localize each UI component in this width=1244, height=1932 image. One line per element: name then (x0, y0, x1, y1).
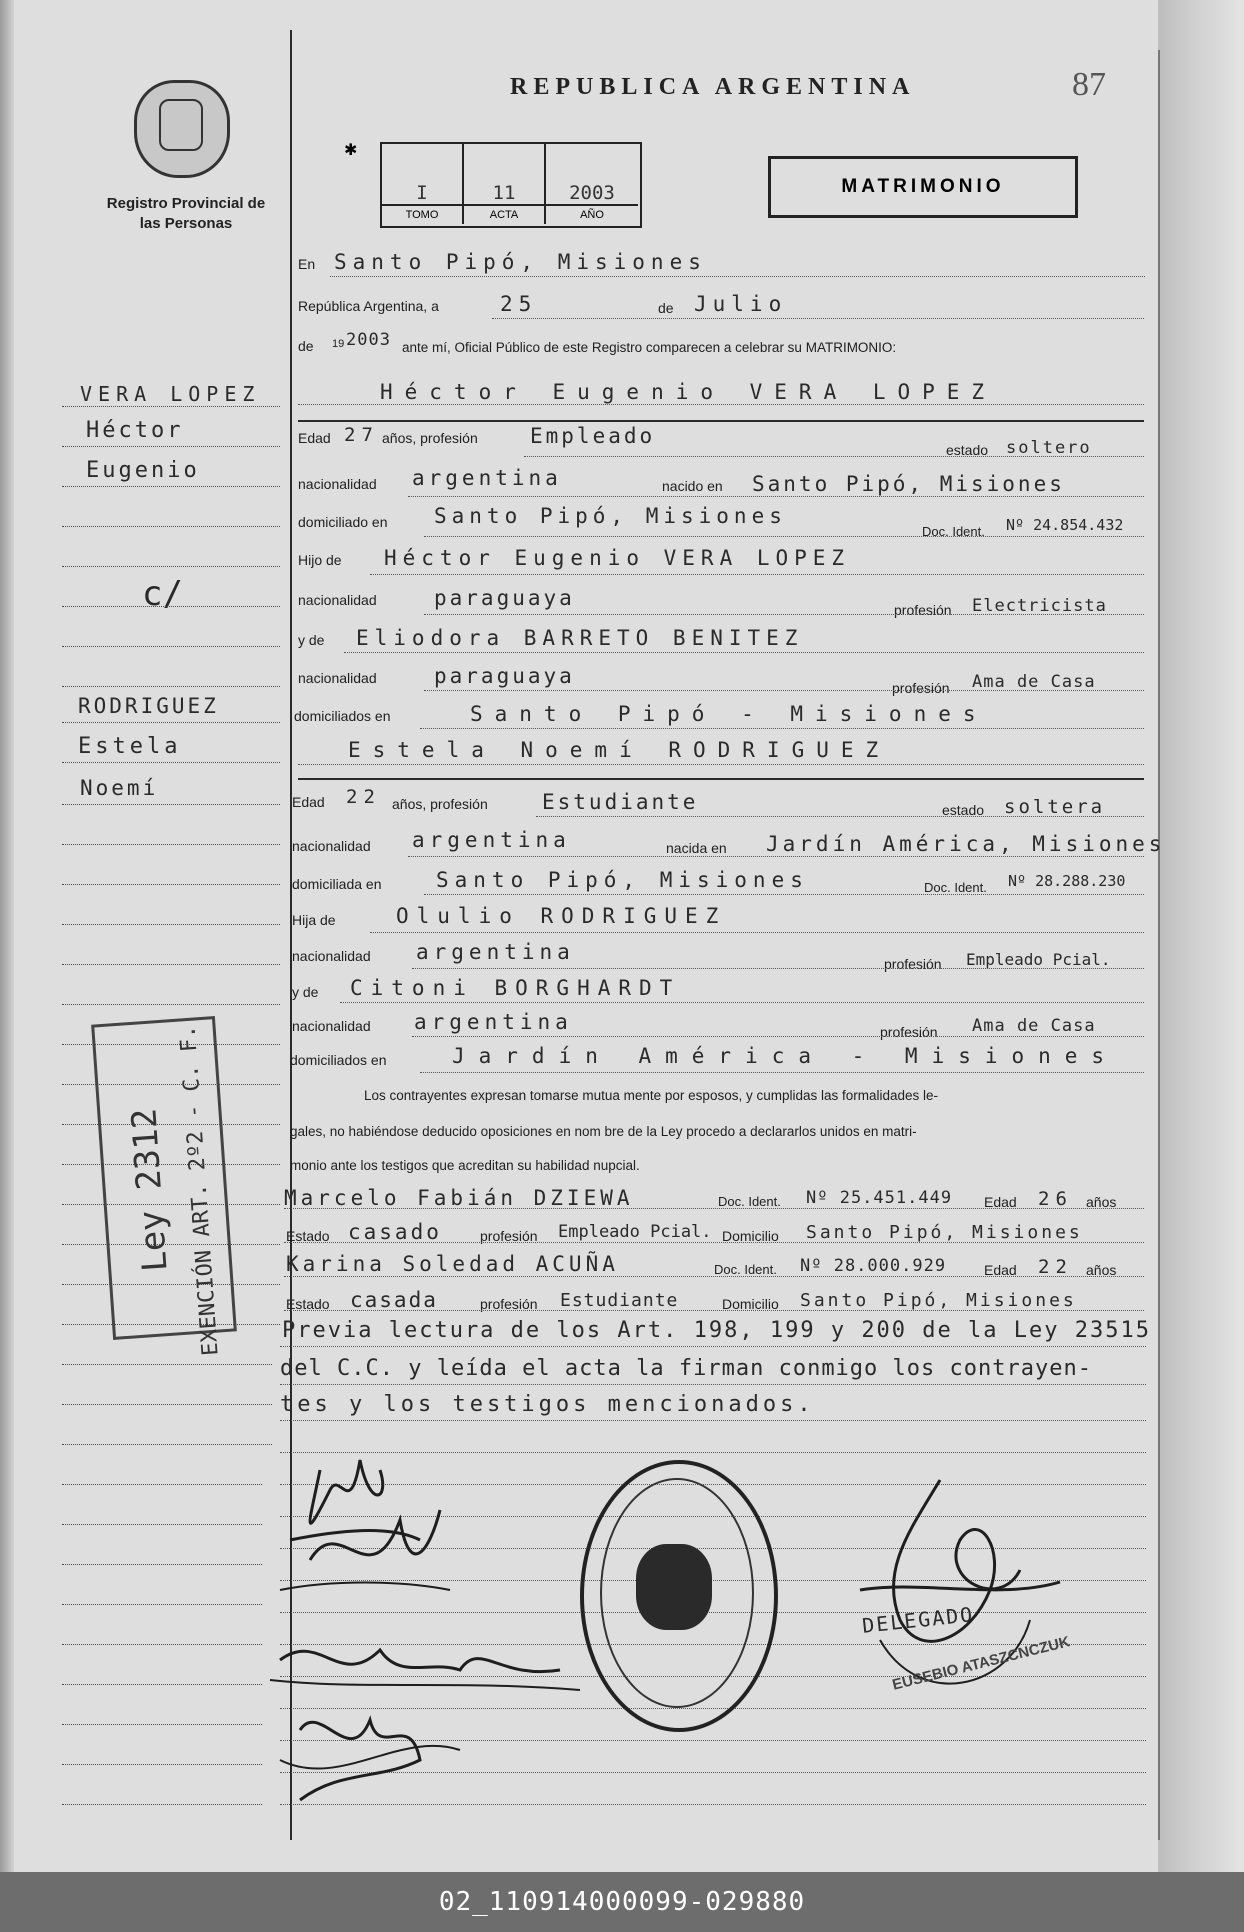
bride-status: soltera (1004, 796, 1106, 818)
groom-margin-name2: Eugenio (86, 458, 200, 483)
bride-father-nationality: argentina (416, 940, 575, 964)
witness1-domicile: Santo Pipó, Misiones (806, 1222, 1083, 1243)
margin-rule (62, 406, 280, 407)
yde-label: y de (292, 984, 319, 1000)
rule-line (408, 496, 1144, 497)
section-divider (298, 420, 1144, 422)
rule-line (424, 536, 1144, 537)
margin-rule (62, 844, 280, 845)
witness2-profession: Estudiante (560, 1290, 679, 1311)
edad-label: Edad (984, 1194, 1017, 1210)
margin-rule (62, 1644, 262, 1645)
mother-nac-label: nacionalidad (298, 670, 377, 686)
profesion-label: profesión (480, 1228, 538, 1244)
father-prof-label: profesión (884, 956, 942, 972)
mother-prof-label: profesión (892, 680, 950, 696)
estado-label: Estado (286, 1228, 330, 1244)
page-title: REPUBLICA ARGENTINA (510, 74, 916, 100)
rule-line (344, 652, 1144, 653)
hijo-label: Hijo de (298, 552, 342, 568)
estado-label: estado (942, 802, 985, 818)
groom-profession: Empleado (530, 424, 656, 448)
yde-label: y de (298, 632, 325, 648)
exemption-law: Ley 2312 (124, 1106, 176, 1274)
groom-mother-nationality: paraguaya (434, 664, 575, 688)
anos-label: años (1086, 1262, 1117, 1278)
tomo-label: TOMO (382, 204, 462, 224)
groom-mother-profession: Ama de Casa (972, 672, 1096, 692)
groom-father-profession: Electricista (972, 596, 1107, 616)
margin-rule (62, 924, 280, 925)
anio-label: AÑO (546, 204, 638, 224)
bride-domicile: Santo Pipó, Misiones (436, 868, 809, 892)
groom-nationality: argentina (412, 466, 562, 490)
groom-doc: Nº 24.854.432 (1006, 516, 1124, 534)
rule-line (330, 276, 1145, 277)
rule-line (536, 816, 1144, 817)
margin-rule (62, 686, 280, 687)
declaration-line-2: gales, no habiéndose deducido oposiciones en nom bre de la Ley procedo a declararlos unidos en matri- (290, 1124, 917, 1139)
margin-rule (62, 1804, 262, 1805)
margin-rule (62, 1484, 262, 1485)
margin-rule (62, 762, 280, 763)
de-label: de (658, 300, 674, 316)
de2-label: de (298, 338, 314, 354)
rule-line (284, 1310, 1144, 1311)
rule-line (492, 318, 1144, 319)
margin-rule (62, 1004, 280, 1005)
declaration-line-1: Los contrayentes expresan tomarse mutua mente por esposos, y cumplidas las formalidades le- (364, 1088, 939, 1103)
edad-label: Edad (298, 430, 331, 446)
witness2-doc: Nº 28.000.929 (800, 1256, 947, 1276)
witness2-domicile: Santo Pipó, Misiones (800, 1290, 1077, 1311)
rule-line (412, 968, 1144, 969)
bride-father: Olulio RODRIGUEZ (396, 904, 727, 928)
tomo-value: I (416, 182, 428, 204)
delegado-stamp: DELEGADO (861, 1602, 976, 1638)
bride-nationality: argentina (412, 828, 571, 852)
groom-domicile: Santo Pipó, Misiones (434, 504, 787, 528)
groom-full-name: Héctor Eugenio VERA LOPEZ (380, 380, 997, 404)
margin-rule (62, 1604, 262, 1605)
estado-label: Estado (286, 1296, 330, 1312)
witness2-name: Karina Soledad ACUÑA (286, 1252, 619, 1276)
margin-rule (62, 722, 280, 723)
rule-line (424, 690, 1144, 691)
document-type-box: MATRIMONIO (768, 156, 1078, 218)
closing-line-3: tes y los testigos mencionados. (280, 1392, 815, 1417)
nacionalidad-label: nacionalidad (292, 838, 371, 854)
witness2-age: 22 (1038, 1256, 1073, 1278)
witness2-status: casada (350, 1288, 438, 1312)
groom-parents-domicile: Santo Pipó - Misiones (470, 702, 988, 726)
rule-line (424, 614, 1144, 615)
witness1-doc: Nº 25.451.449 (806, 1188, 953, 1208)
bride-margin-surname: RODRIGUEZ (78, 694, 219, 718)
record-index-table (380, 142, 642, 228)
rule-line (420, 1072, 1144, 1073)
hija-label: Hija de (292, 912, 336, 928)
witness1-profession: Empleado Pcial. (558, 1222, 712, 1242)
groom-mother: Eliodora BARRETO BENITEZ (356, 626, 804, 650)
margin-rule (62, 486, 280, 487)
declaration-line-3: monio ante los testigos que acreditan su habilidad nupcial. (290, 1158, 640, 1173)
father-nac-label: nacionalidad (298, 592, 377, 608)
margin-rule (62, 446, 280, 447)
groom-father-nationality: paraguaya (434, 586, 575, 610)
doc-label: Doc. Ident. (924, 880, 987, 895)
domicilio-label: Domicilio (722, 1228, 779, 1244)
scan-identifier: 02_110914000099-029880 (0, 1872, 1244, 1932)
margin-rule (62, 526, 280, 527)
rule-line (420, 728, 1144, 729)
domiciliado-label: domiciliado en (298, 514, 388, 530)
margin-rule (62, 1524, 262, 1525)
bride-profession: Estudiante (542, 790, 699, 814)
nacionalidad-label: nacionalidad (298, 476, 377, 492)
en-label: En (298, 256, 316, 272)
nacida-label: nacida en (666, 840, 727, 856)
anos-profesion-label: años, profesión (392, 796, 488, 812)
anos-profesion-label: años, profesión (382, 430, 478, 446)
folio-number: 87 (1072, 66, 1106, 103)
edad-label: Edad (292, 794, 325, 810)
intro-text: ante mí, Oficial Público de este Registro comparecen a celebrar su MATRIMONIO: (402, 340, 897, 355)
asterisk-mark: ✱ (344, 142, 358, 159)
ceremony-month: Julio (694, 292, 788, 316)
groom-age: 27 (344, 424, 379, 446)
page-right-edge (1158, 0, 1244, 1872)
registry-name: Registro Provincial de las Personas (106, 195, 266, 232)
margin-rule (62, 1404, 272, 1405)
rule-line (370, 574, 1144, 575)
bride-mother-nationality: argentina (414, 1010, 573, 1034)
margin-rule (62, 1764, 262, 1765)
acta-label: ACTA (464, 204, 544, 224)
margin-rule (62, 1724, 262, 1725)
contracting-parties-signatures (260, 1430, 580, 1830)
rule-line (412, 1036, 1144, 1037)
ceremony-place: Santo Pipó, Misiones (334, 250, 707, 274)
groom-margin-name1: Héctor (86, 418, 184, 443)
closing-line-1: Previa lectura de los Art. 198, 199 y 200 de la Ley 23515 (282, 1318, 1151, 1343)
rule-line (298, 404, 1144, 405)
domiciliada-label: domiciliada en (292, 876, 382, 892)
groom-birthplace: Santo Pipó, Misiones (752, 472, 1065, 496)
witness1-name: Marcelo Fabián DZIEWA (284, 1186, 634, 1210)
father-nac-label: nacionalidad (292, 948, 371, 964)
margin-rule (62, 804, 280, 805)
officiant-signature (820, 1470, 1080, 1720)
rule-line (280, 1384, 1146, 1385)
section-divider (298, 778, 1144, 780)
bride-mother-profession: Ama de Casa (972, 1016, 1096, 1036)
estado-label: estado (946, 442, 989, 458)
nacido-label: nacido en (662, 478, 723, 494)
margin-rule (62, 1564, 262, 1565)
anio-value: 2003 (569, 182, 615, 204)
domicilio-label: Domicilio (722, 1296, 779, 1312)
exemption-article: EXENCIÓN ART. 2º2 - C. F. (175, 1024, 224, 1357)
official-name-stamp: EUSEBIO ATASZCNCZUK (890, 1633, 1072, 1694)
ceremony-day: 25 (500, 292, 538, 316)
bride-birthplace: Jardín América, Misiones (766, 832, 1166, 856)
bride-mother: Citoni BORGHARDT (350, 976, 681, 1000)
rule-line (284, 1242, 1144, 1243)
domiciliados-label: domiciliados en (294, 708, 391, 724)
republica-label: República Argentina, a (298, 298, 439, 314)
witness1-age: 26 (1038, 1188, 1073, 1210)
bride-margin-name1: Estela (78, 734, 182, 759)
mother-nac-label: nacionalidad (292, 1018, 371, 1034)
ceremony-year: 2003 (346, 330, 391, 350)
bride-doc: Nº 28.288.230 (1008, 872, 1126, 890)
margin-rule (62, 884, 280, 885)
domiciliados-label: domiciliados en (290, 1052, 387, 1068)
rule-line (370, 932, 1144, 933)
bride-full-name: Estela Noemí RODRIGUEZ (348, 738, 891, 762)
bride-margin-name2: Noemí (80, 776, 159, 800)
rule-line (280, 1346, 1146, 1347)
edad-label: Edad (984, 1262, 1017, 1278)
official-seal-emblem (636, 1544, 712, 1630)
doc-label: Doc. Ident. (714, 1262, 777, 1277)
registry-logo (134, 80, 230, 178)
rule-line (280, 1420, 1146, 1421)
connector-mark: c/ (142, 574, 183, 614)
margin-rule (62, 646, 280, 647)
rule-line (298, 764, 1144, 765)
groom-margin-surname: VERA LOPEZ (80, 382, 261, 406)
right-border (1158, 50, 1160, 1840)
margin-rule (62, 566, 280, 567)
margin-rule (62, 606, 280, 607)
doc-label: Doc. Ident. (922, 524, 985, 539)
bride-father-profession: Empleado Pcial. (966, 950, 1111, 969)
margin-rule (62, 964, 280, 965)
acta-value: 11 (492, 182, 516, 204)
profesion-label: profesión (480, 1296, 538, 1312)
rule-line (340, 1002, 1144, 1003)
mother-prof-label: profesión (880, 1024, 938, 1040)
doc-label: Doc. Ident. (718, 1194, 781, 1209)
rule-line (284, 1276, 1144, 1277)
margin-rule (62, 1444, 272, 1445)
groom-status: soltero (1006, 438, 1092, 458)
margin-rule (62, 1364, 272, 1365)
witness1-status: casado (348, 1220, 442, 1244)
bride-age: 22 (346, 786, 381, 808)
rule-line (524, 456, 1144, 457)
rule-line (284, 1208, 1144, 1209)
margin-rule (62, 1684, 262, 1685)
closing-line-2: del C.C. y leída el acta la firman conmigo los contrayen- (280, 1356, 1092, 1381)
year-prefix: 19 (332, 338, 345, 350)
anos-label: años (1086, 1194, 1117, 1210)
rule-line (408, 856, 1144, 857)
groom-father: Héctor Eugenio VERA LOPEZ (384, 546, 851, 570)
father-prof-label: profesión (894, 602, 952, 618)
rule-line (424, 894, 1144, 895)
bride-parents-domicile: Jardín América - Misiones (452, 1044, 1119, 1068)
page-left-edge (0, 0, 14, 1872)
